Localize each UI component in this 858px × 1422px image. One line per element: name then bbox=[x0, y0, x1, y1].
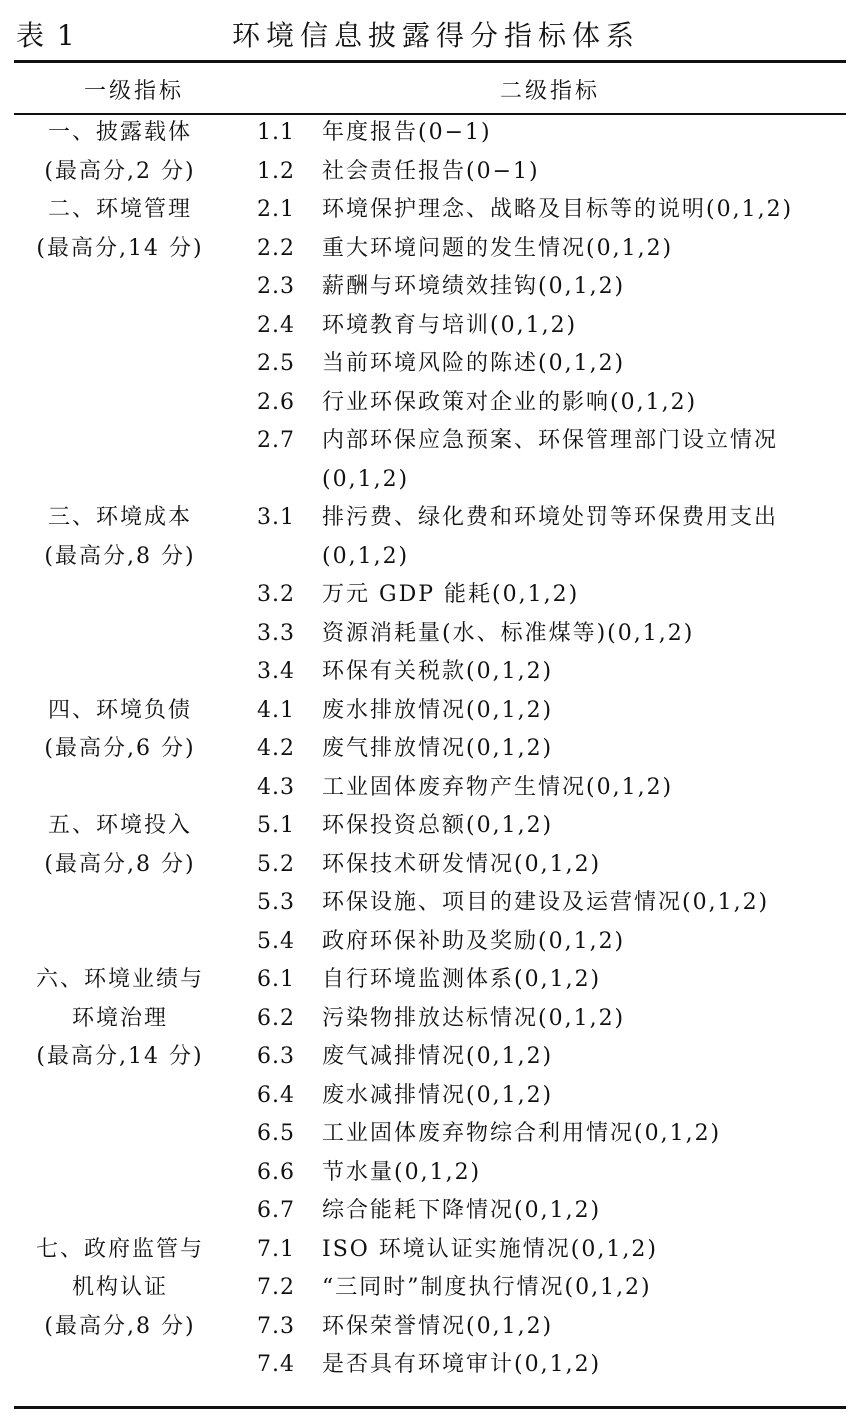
table-header bbox=[14, 63, 846, 113]
indicator-description-cell: 环保荣誉情况(0,1,2) bbox=[322, 1313, 554, 1339]
level1-category-cell: 六、环境业绩与 bbox=[35, 967, 204, 992]
indicator-description-cell: 排污费、绿化费和环境处罚等环保费用支出 bbox=[322, 505, 779, 530]
indicator-description-cell: 废水排放情况(0,1,2) bbox=[322, 697, 554, 723]
table-row bbox=[14, 1269, 846, 1308]
indicator-description-cell: 薪酬与环境绩效挂钩(0,1,2) bbox=[322, 274, 626, 299]
table-row bbox=[14, 615, 846, 654]
indicator-description-cell: 环境教育与培训(0,1,2) bbox=[322, 312, 578, 338]
indicator-description-cell: 政府环保补助及奖励(0,1,2) bbox=[322, 928, 626, 954]
table-row bbox=[14, 769, 846, 808]
indicator-code-cell: 6.1 bbox=[257, 967, 295, 992]
indicator-description-cell: 废气排放情况(0,1,2) bbox=[322, 736, 554, 761]
indicator-description-cell: 工业固体废弃物综合利用情况(0,1,2) bbox=[322, 1121, 722, 1146]
indicator-description-cell: 当前环境风险的陈述(0,1,2) bbox=[322, 351, 626, 376]
indicator-description-cell: 废气减排情况(0,1,2) bbox=[322, 1044, 554, 1069]
table-row bbox=[14, 1077, 846, 1116]
table-row bbox=[14, 345, 846, 384]
table-row bbox=[14, 1154, 846, 1193]
level1-category-cell: (最高分,8 分) bbox=[44, 543, 196, 569]
level1-category-cell: (最高分,14 分) bbox=[36, 1044, 204, 1069]
table-row bbox=[14, 153, 846, 192]
indicator-code-cell: 7.3 bbox=[257, 1313, 295, 1339]
table-row bbox=[14, 268, 846, 307]
table-number: 表 1 bbox=[16, 19, 77, 52]
indicator-code-cell: 3.4 bbox=[257, 659, 295, 684]
table-row bbox=[14, 961, 846, 1000]
table-row bbox=[14, 538, 846, 577]
indicator-code-cell: 5.4 bbox=[257, 928, 295, 954]
indicator-code-cell: 3.3 bbox=[257, 620, 295, 646]
level1-category-cell: 五、环境投入 bbox=[47, 813, 192, 838]
indicator-code-cell: 7.1 bbox=[257, 1236, 295, 1262]
level1-category-cell: 一、披露载体 bbox=[47, 120, 192, 145]
indicator-code-cell: 6.3 bbox=[257, 1044, 295, 1069]
indicator-description-cell: 环保投资总额(0,1,2) bbox=[322, 813, 554, 838]
indicator-code-cell: 4.2 bbox=[257, 736, 295, 761]
indicator-code-cell: 5.1 bbox=[257, 813, 295, 838]
indicator-code-cell: 6.7 bbox=[257, 1198, 295, 1223]
level1-category-cell: 机构认证 bbox=[71, 1275, 168, 1300]
table-row bbox=[14, 114, 846, 153]
indicator-description-cell: 自行环境监测体系(0,1,2) bbox=[322, 967, 602, 992]
table-row bbox=[14, 884, 846, 923]
indicator-code-cell: 2.1 bbox=[257, 197, 295, 222]
indicator-code-cell: 3.2 bbox=[257, 582, 295, 607]
indicator-description-cell: 环保技术研发情况(0,1,2) bbox=[322, 851, 602, 877]
table-row bbox=[14, 1115, 846, 1154]
indicator-description-cell: ISO 环境认证实施情况(0,1,2) bbox=[322, 1236, 658, 1262]
indicator-code-cell: 7.4 bbox=[257, 1352, 295, 1377]
level1-category-cell: (最高分,14 分) bbox=[36, 235, 204, 261]
table-row bbox=[14, 461, 846, 500]
indicator-code-cell: 4.3 bbox=[257, 774, 295, 800]
indicator-description-cell: 万元 GDP 能耗(0,1,2) bbox=[322, 582, 580, 607]
level1-category-cell: 七、政府监管与 bbox=[35, 1236, 204, 1262]
bottom-rule bbox=[14, 1406, 846, 1409]
table-row bbox=[14, 1038, 846, 1077]
indicator-code-cell: 7.2 bbox=[257, 1275, 295, 1300]
indicator-description-cell: 综合能耗下降情况(0,1,2) bbox=[322, 1198, 602, 1223]
level1-category-cell: (最高分,6 分) bbox=[44, 736, 196, 761]
table-row bbox=[14, 923, 846, 962]
header-level2: 二级指标 bbox=[499, 79, 600, 104]
indicator-description-cell: 重大环境问题的发生情况(0,1,2) bbox=[322, 235, 674, 261]
indicator-description-cell: 污染物排放达标情况(0,1,2) bbox=[322, 1005, 626, 1031]
indicator-description-cell: 工业固体废弃物产生情况(0,1,2) bbox=[322, 774, 674, 800]
indicator-description-cell: 节水量(0,1,2) bbox=[322, 1159, 482, 1185]
level1-category-cell: 二、环境管理 bbox=[47, 197, 192, 222]
indicator-code-cell: 2.3 bbox=[257, 274, 295, 299]
table-title: 环境信息披露得分指标体系 bbox=[232, 19, 641, 52]
table-row bbox=[14, 653, 846, 692]
table-row bbox=[14, 230, 846, 269]
table-row bbox=[14, 499, 846, 538]
table-row bbox=[14, 422, 846, 461]
level1-category-cell: (最高分,8 分) bbox=[44, 851, 196, 877]
table-row bbox=[14, 1308, 846, 1347]
indicator-code-cell: 5.2 bbox=[257, 851, 295, 877]
table-row bbox=[14, 730, 846, 769]
indicator-code-cell: 3.1 bbox=[257, 505, 295, 530]
indicator-code-cell: 1.2 bbox=[257, 158, 295, 184]
indicator-description-cell: (0,1,2) bbox=[322, 466, 410, 492]
table-row bbox=[14, 1192, 846, 1231]
table-row bbox=[14, 576, 846, 615]
indicator-code-cell: 6.4 bbox=[257, 1082, 295, 1108]
indicator-code-cell: 5.3 bbox=[257, 890, 295, 915]
table-row bbox=[14, 384, 846, 423]
indicator-code-cell: 2.2 bbox=[257, 235, 295, 261]
indicator-code-cell: 6.2 bbox=[257, 1005, 295, 1031]
indicator-description-cell: 行业环保政策对企业的影响(0,1,2) bbox=[322, 389, 698, 415]
table-caption bbox=[0, 10, 858, 56]
indicator-description-cell: “三同时”制度执行情况(0,1,2) bbox=[322, 1275, 652, 1300]
table-row bbox=[14, 692, 846, 731]
level1-category-cell: 环境治理 bbox=[71, 1005, 168, 1031]
indicator-description-cell: (0,1,2) bbox=[322, 543, 410, 569]
level1-category-cell: (最高分,8 分) bbox=[44, 1313, 196, 1339]
level1-category-cell: 三、环境成本 bbox=[47, 505, 192, 530]
indicator-description-cell: 年度报告(0−1) bbox=[322, 120, 492, 145]
table-row bbox=[14, 1346, 846, 1385]
table-row bbox=[14, 191, 846, 230]
indicator-code-cell: 2.6 bbox=[257, 389, 295, 415]
table-body bbox=[14, 114, 846, 1385]
indicator-description-cell: 废水减排情况(0,1,2) bbox=[322, 1082, 554, 1108]
header-level1: 一级指标 bbox=[83, 79, 184, 104]
indicator-code-cell: 2.7 bbox=[257, 428, 295, 453]
level1-category-cell: 四、环境负债 bbox=[47, 697, 192, 723]
table-row bbox=[14, 846, 846, 885]
table-row bbox=[14, 1231, 846, 1270]
indicator-description-cell: 社会责任报告(0−1) bbox=[322, 158, 540, 184]
indicator-code-cell: 4.1 bbox=[257, 697, 295, 723]
table-row bbox=[14, 1000, 846, 1039]
indicator-description-cell: 内部环保应急预案、环保管理部门设立情况 bbox=[322, 428, 779, 453]
indicator-description-cell: 是否具有环境审计(0,1,2) bbox=[322, 1352, 602, 1377]
level1-category-cell: (最高分,2 分) bbox=[44, 158, 196, 184]
indicator-description-cell: 资源消耗量(水、标准煤等)(0,1,2) bbox=[322, 620, 695, 646]
indicator-description-cell: 环保设施、项目的建设及运营情况(0,1,2) bbox=[322, 890, 770, 915]
indicator-description-cell: 环保有关税款(0,1,2) bbox=[322, 659, 554, 684]
indicator-code-cell: 2.4 bbox=[257, 312, 295, 338]
indicator-description-cell: 环境保护理念、战略及目标等的说明(0,1,2) bbox=[322, 197, 794, 222]
table-row bbox=[14, 307, 846, 346]
indicator-code-cell: 6.5 bbox=[257, 1121, 295, 1146]
indicator-code-cell: 6.6 bbox=[257, 1159, 295, 1185]
indicator-code-cell: 2.5 bbox=[257, 351, 295, 376]
table-row bbox=[14, 807, 846, 846]
indicator-code-cell: 1.1 bbox=[257, 120, 295, 145]
